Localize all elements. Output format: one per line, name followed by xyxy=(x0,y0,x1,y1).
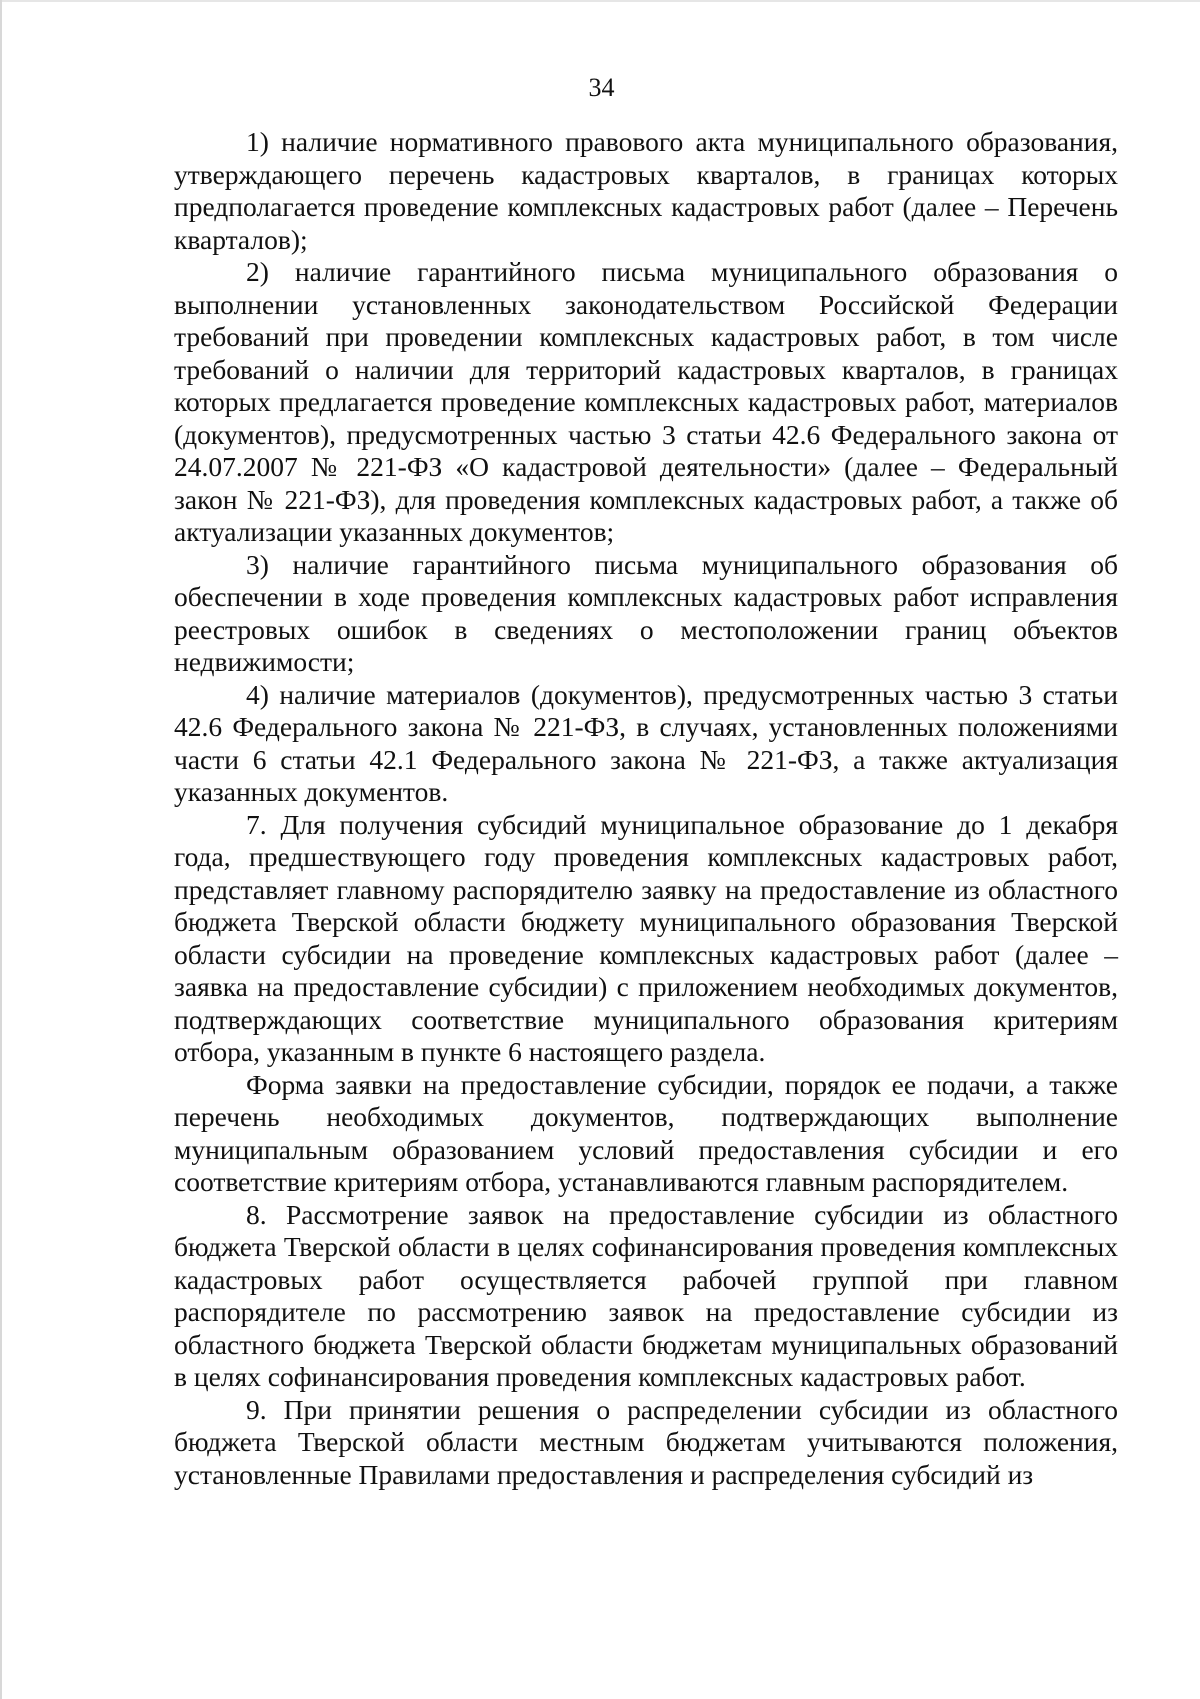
body-text xyxy=(174,126,1118,1491)
paragraph-item-3: 3) наличие гарантийного письма муниципального образования об обеспечении в ходе проведения комплексных кадастровых работ исправления реестровых ошибок в сведениях о местоположении границ объектов недвижимости; xyxy=(174,548,1118,677)
scan-left-edge xyxy=(0,0,2,1699)
paragraph-item-1: 1) наличие нормативного правового акта муниципального образования, утверждающего перечень кадастровых кварталов, в границах которых предполагается проведение комплексных кадастровых работ (далее – Перечень кварталов); xyxy=(174,126,1118,255)
paragraph-item-4: 4) наличие материалов (документов), предусмотренных частью 3 статьи 42.6 Федерального закона № 221-ФЗ, в случаях, установленных положениями части 6 статьи 42.1 Федерального закона № 221-ФЗ, а также актуализация указанных документов. xyxy=(174,678,1118,807)
paragraph-clause-9: 9. При принятии решения о распределении субсидии из областного бюджета Тверской области местным бюджетам учитываются положения, установленные Правилами предоставления и распределения субсидий из xyxy=(174,1393,1118,1490)
scan-top-edge xyxy=(0,0,1200,2)
paragraph-application-form: Форма заявки на предоставление субсидии, порядок ее подачи, а также перечень необходимых документов, подтверждающих выполнение муниципальным образованием условий предоставления субсидии и его соответствие критериям отбора, устанавливаются главным распорядителем. xyxy=(174,1068,1118,1197)
page-number: 34 xyxy=(588,73,615,102)
paragraph-clause-7: 7. Для получения субсидий муниципальное образование до 1 декабря года, предшествующего году проведения комплексных кадастровых работ, представляет главному распорядителю заявку на предоставление из областного бюджета Тверской области бюджету муниципального образования Тверской области субсидии на проведение комплексных кадастровых работ (далее – заявка на предоставление субсидии) с приложением необходимых документов, подтверждающих соответствие муниципального образования критериям отбора, указанным в пункте 6 настоящего раздела. xyxy=(174,808,1118,1067)
paragraph-item-2: 2) наличие гарантийного письма муниципального образования о выполнении установленных законодательством Российской Федерации требований при проведении комплексных кадастровых работ, в том числе требований о наличии для территорий кадастровых кварталов, в границах которых предлагается проведение комплексных кадастровых работ, материалов (документов), предусмотренных частью 3 статьи 42.6 Федерального закона от 24.07.2007 № 221-ФЗ «О кадастровой деятельности» (далее – Федеральный закон № 221-ФЗ), для проведения комплексных кадастровых работ, а также об актуализации указанных документов; xyxy=(174,256,1118,547)
paragraph-clause-8: 8. Рассмотрение заявок на предоставление субсидии из областного бюджета Тверской области в целях софинансирования проведения комплексных кадастровых работ осуществляется рабочей группой при главном распорядителе по рассмотрению заявок на предоставление субсидии из областного бюджета Тверской области бюджетам муниципальных образований в целях софинансирования проведения комплексных кадастровых работ. xyxy=(174,1198,1118,1392)
